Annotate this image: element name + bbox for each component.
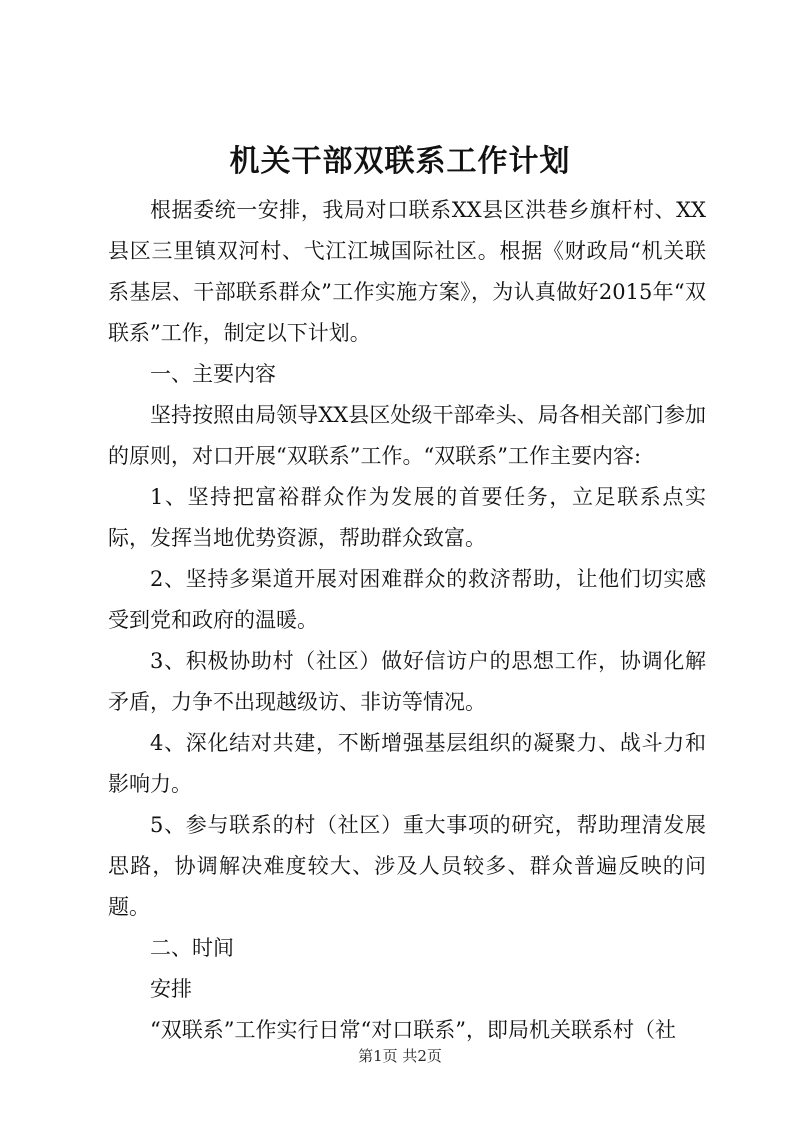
- paragraph-principle: 坚持按照由局领导XX县区处级干部牵头、局各相关部门参加的原则，对口开展“双联系”工作。“双联系”工作主要内容:: [108, 403, 706, 468]
- list-item-5: 5、参与联系的村（社区）重大事项的研究，帮助理清发展思路，协调解决难度较大、涉及人员较多、群众普遍反映的问题。: [108, 813, 706, 919]
- section-heading-time: 二、时间: [150, 936, 234, 960]
- list-item-1: 1、坚持把富裕群众作为发展的首要任务，立足联系点实际，发挥当地优势资源，帮助群众致富。: [108, 485, 706, 550]
- list-item-4: 4、深化结对共建，不断增强基层组织的凝聚力、战斗力和影响力。: [108, 731, 706, 796]
- section-heading-main-content: 一、主要内容: [150, 362, 276, 386]
- paragraph-intro: 根据委统一安排，我局对口联系XX县区洪巷乡旗杆村、XX县区三里镇双河村、弋江江城国际社区。根据《财政局“机关联系基层、干部联系群众”工作实施方案》，为认真做好2015年“双联系”工作，制定以下计划。: [108, 198, 706, 345]
- paragraph-arrangement: “双联系”工作实行日常“对口联系”，即局机关联系村（社: [150, 1018, 676, 1042]
- document-body: [108, 190, 706, 1051]
- list-item-3: 3、积极协助村（社区）做好信访户的思想工作，协调化解矛盾，力争不出现越级访、非访等情况。: [108, 649, 706, 714]
- page-number: 第1页 共2页: [358, 1047, 442, 1065]
- section-heading-arrangement: 安排: [150, 977, 192, 1001]
- document-title: 机关干部双联系工作计划: [229, 144, 571, 179]
- list-item-2: 2、坚持多渠道开展对困难群众的救济帮助，让他们切实感受到党和政府的温暖。: [108, 567, 706, 632]
